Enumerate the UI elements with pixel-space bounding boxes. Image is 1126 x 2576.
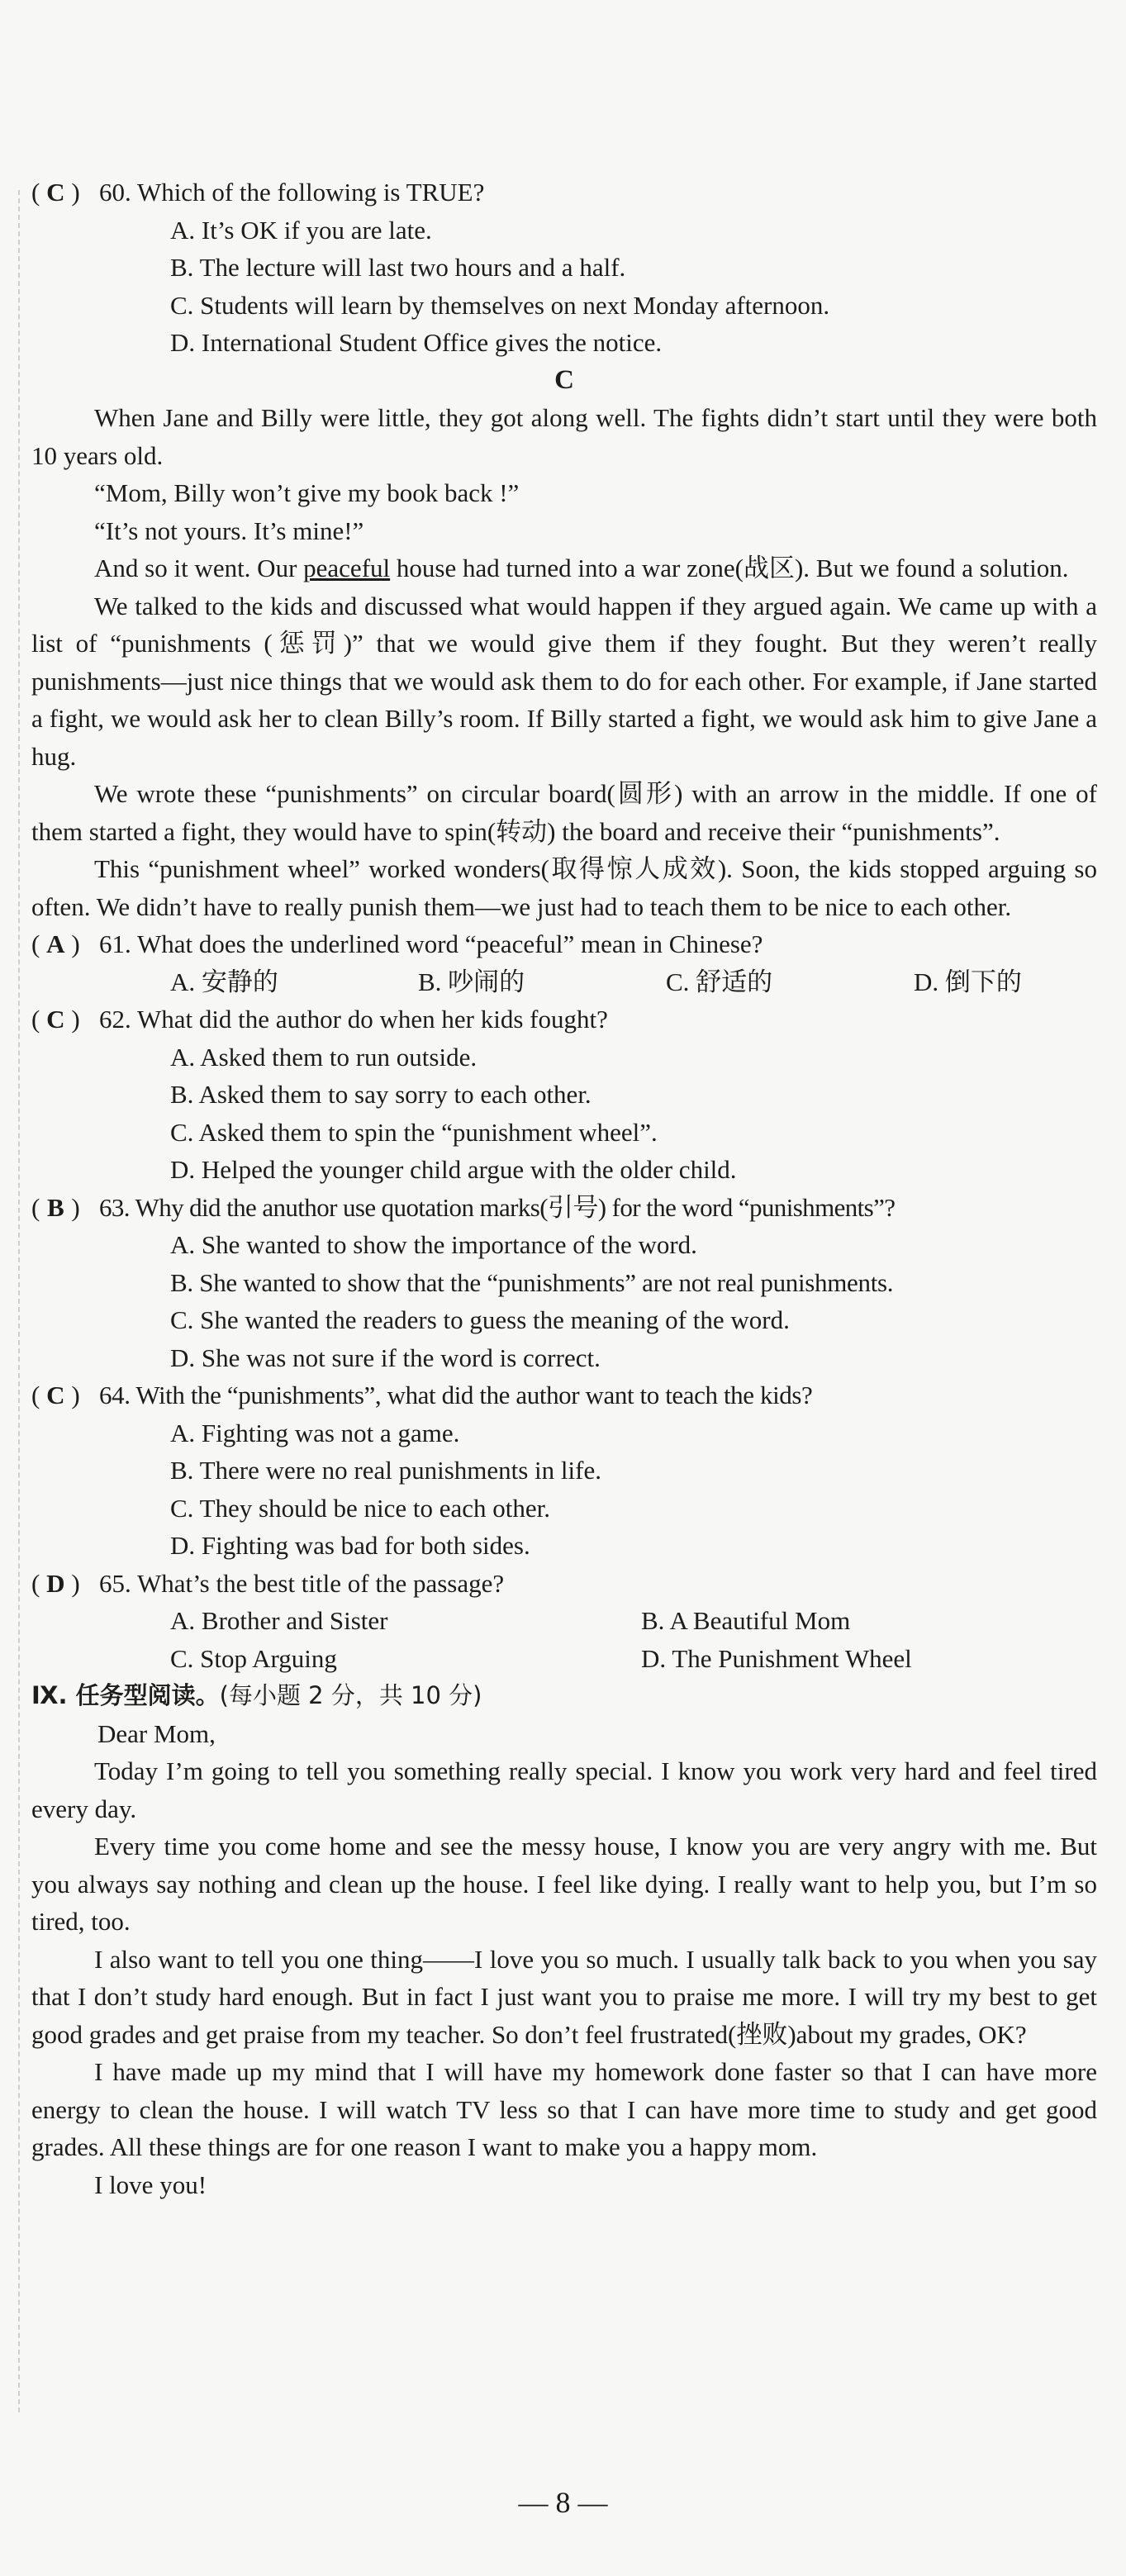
letter-paragraph: I have made up my mind that I will have my homework done faster so that I can have more energy to clean the house. I will watch TV less so that I can have more time to study and get good grades. All these things are for one reason I want to make you a happy mom. xyxy=(31,2057,1097,2161)
page-number: — 8 — xyxy=(518,2486,608,2519)
question-65: ( D ) 65. What’s the best title of the passage? xyxy=(31,1565,1097,1603)
answer-60: C xyxy=(46,178,65,207)
option: C. Asked them to spin the “punishment wheel”. xyxy=(170,1117,658,1147)
option: A. She wanted to show the importance of the word. xyxy=(170,1230,697,1259)
option: D. She was not sure if the word is correct. xyxy=(170,1343,601,1372)
options-row xyxy=(31,963,1097,1001)
answer-62: C xyxy=(46,1005,65,1034)
passage-paragraph: And so it went. Our peaceful house had turned into a war zone(战区). But we found a solution. xyxy=(94,554,1069,582)
option: B. 吵闹的 xyxy=(418,967,525,996)
option: D. 倒下的 xyxy=(914,967,1022,996)
option: D. International Student Office gives the notice. xyxy=(170,328,663,357)
answer-61: A xyxy=(46,929,65,958)
option: C. Students will learn by themselves on next Monday afternoon. xyxy=(170,290,830,320)
option: A. Asked them to run outside. xyxy=(170,1042,477,1072)
question-60-text: 60. Which of the following is TRUE? xyxy=(99,178,485,207)
section-points: (每小题 2 分，共 10 分) xyxy=(219,1681,482,1709)
option: D. The Punishment Wheel xyxy=(641,1643,912,1673)
options-row xyxy=(31,1602,1097,1640)
passage-paragraph: We wrote these “punishments” on circular board(圆形) with an arrow in the middle. If one of them started a fight, they would have to spin(转动) the board and receive their “punishments”. xyxy=(31,779,1097,846)
option: C. She wanted the readers to guess the meaning of the word. xyxy=(170,1305,790,1334)
option: B. A Beautiful Mom xyxy=(641,1606,851,1635)
option: C. Stop Arguing xyxy=(170,1643,337,1673)
question-63: ( B ) 63. Why did the anuthor use quotation marks(引号) for the word “punishments”? xyxy=(31,1189,1097,1227)
option: A. Brother and Sister xyxy=(170,1606,388,1635)
option: B. She wanted to show that the “punishments” are not real punishments. xyxy=(170,1267,894,1297)
section-title: Ⅸ. 任务型阅读。(每小题 2 分，共 10 分) xyxy=(31,1681,482,1709)
passage-heading: C xyxy=(554,364,574,395)
option: C. 舒适的 xyxy=(666,967,773,996)
question-64: ( C ) 64. With the “punishments”, what did the author want to teach the kids? xyxy=(31,1376,1097,1414)
passage-paragraph: “Mom, Billy won’t give my book back !” xyxy=(94,478,520,507)
option: A. It’s OK if you are late. xyxy=(170,215,432,245)
underlined-word: peaceful xyxy=(303,554,391,582)
option: A. Fighting was not a game. xyxy=(170,1418,460,1447)
content-area xyxy=(31,173,1097,2203)
option: B. There were no real punishments in life. xyxy=(170,1456,601,1485)
option: B. Asked them to say sorry to each other. xyxy=(170,1080,592,1109)
option: A. 安静的 xyxy=(170,967,278,996)
letter-greeting: Dear Mom, xyxy=(97,1718,216,1748)
option: C. They should be nice to each other. xyxy=(170,1493,551,1523)
letter-paragraph: I also want to tell you one thing——I love you so much. I usually talk back to you when you say that I don’t study hard enough. But in fact I just want you to praise me more. I will try my best to get good grades and get praise from my teacher. So don’t feel frustrated(挫败)about my grades, OK? xyxy=(31,1944,1097,2049)
options-row xyxy=(31,1640,1097,1678)
answer-63: B xyxy=(46,1192,64,1222)
answer-64: C xyxy=(46,1381,65,1409)
option: B. The lecture will last two hours and a half. xyxy=(170,253,626,282)
question-62: ( C ) 62. What did the author do when her kids fought? xyxy=(31,1000,1097,1038)
binding-margin-line xyxy=(18,190,21,2412)
option: D. Fighting was bad for both sides. xyxy=(170,1531,530,1560)
letter-paragraph: Today I’m going to tell you something really special. I know you work very hard and feel tired every day. xyxy=(31,1756,1097,1823)
passage-paragraph: “It’s not yours. It’s mine!” xyxy=(94,516,364,545)
letter-paragraph: Every time you come home and see the messy house, I know you are very angry with me. But you always say nothing and clean up the house. I feel like dying. I really want to help you, but I’m so tired, too. xyxy=(31,1832,1097,1936)
passage-paragraph: This “punishment wheel” worked wonders(取得惊人成效). Soon, the kids stopped arguing so often. We didn’t have to really punish them—we just had to teach them to be nice to each other. xyxy=(31,854,1097,921)
question-60: ( C ) 60. Which of the following is TRUE? xyxy=(31,173,1097,211)
letter-paragraph: I love you! xyxy=(94,2170,207,2199)
question-61: ( A ) 61. What does the underlined word “peaceful” mean in Chinese? xyxy=(31,925,1097,963)
passage-paragraph: We talked to the kids and discussed what would happen if they argued again. We came up with a list of “punishments (惩罚)” that we would give them if they fought. But they weren’t really punishments—just nice things that we would ask them to do for each other. For example, if Jane started a fight, we would ask her to clean Billy’s room. If Billy started a fight, we would ask him to give Jane a hug. xyxy=(31,591,1097,771)
answer-65: D xyxy=(46,1568,65,1598)
passage-paragraph: When Jane and Billy were little, they got along well. The fights didn’t start until they were both 10 years old. xyxy=(31,403,1097,470)
option: D. Helped the younger child argue with the older child. xyxy=(170,1155,737,1184)
